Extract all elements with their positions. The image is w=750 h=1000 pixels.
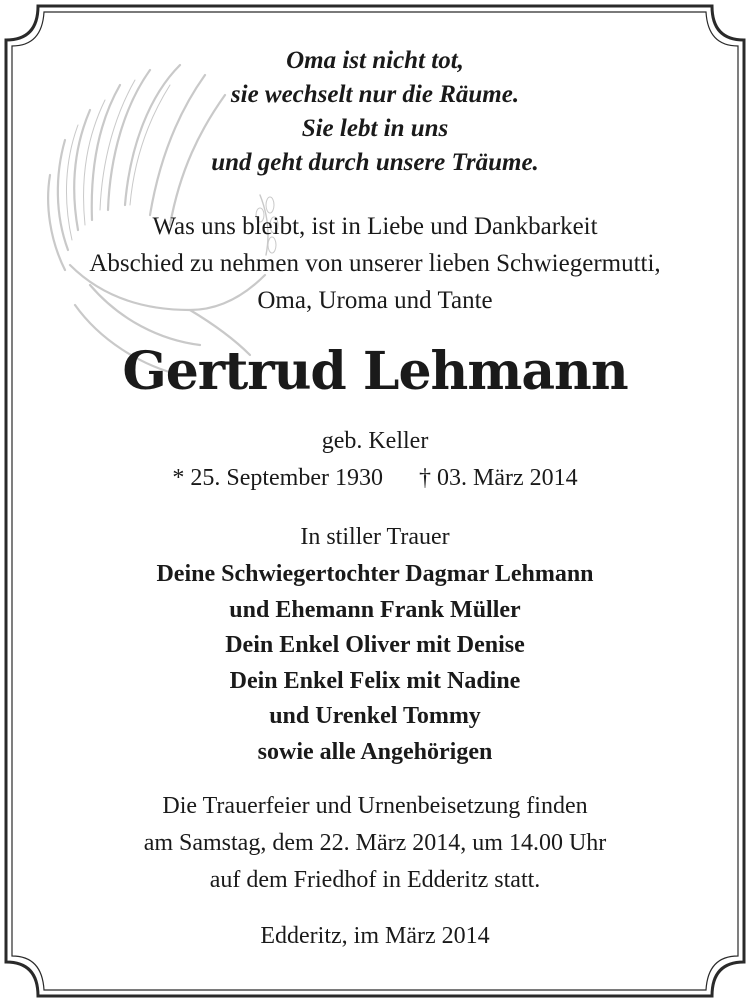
funeral-line: Die Trauerfeier und Urnenbeisetzung finden [162, 793, 588, 819]
funeral-info [0, 788, 750, 899]
intro-line: Abschied zu nehmen von unserer lieben Schwiegermutti, [89, 250, 661, 277]
mourning-label: In stiller Trauer [300, 524, 450, 550]
life-dates [0, 461, 750, 496]
place-date: Edderitz, im März 2014 [260, 923, 490, 949]
mourner-line: und Ehemann Frank Müller [229, 596, 521, 623]
birth-name: geb. Keller [321, 428, 429, 454]
mourner-line: sowie alle Angehörigen [257, 738, 493, 765]
funeral-line: am Samstag, dem 22. März 2014, um 14.00 Uhr [143, 830, 607, 856]
mourner-line: Dein Enkel Oliver mit Denise [225, 632, 525, 659]
funeral-line: auf dem Friedhof in Edderitz statt. [209, 867, 541, 893]
poem-line: und geht durch unsere Träume. [211, 149, 539, 176]
poem-line: Sie lebt in uns [301, 115, 449, 142]
deceased-name: Gertrud Lehmann [122, 341, 628, 402]
intro-line: Was uns bleibt, ist in Liebe und Dankbarkeit [152, 213, 598, 240]
birth-date: * 25. September 1930 [172, 465, 383, 491]
mourners-list [0, 557, 750, 771]
death-date: † 03. März 2014 [419, 465, 578, 491]
poem [0, 44, 750, 180]
poem-line: sie wechselt nur die Räume. [230, 81, 520, 108]
intro-line: Oma, Uroma und Tante [257, 287, 493, 314]
mourner-line: Deine Schwiegertochter Dagmar Lehmann [156, 561, 594, 587]
poem-line: Oma ist nicht tot, [286, 47, 464, 74]
mourner-line: und Urenkel Tommy [269, 703, 481, 730]
mourner-line: Dein Enkel Felix mit Nadine [229, 667, 521, 694]
intro-text [0, 208, 750, 319]
